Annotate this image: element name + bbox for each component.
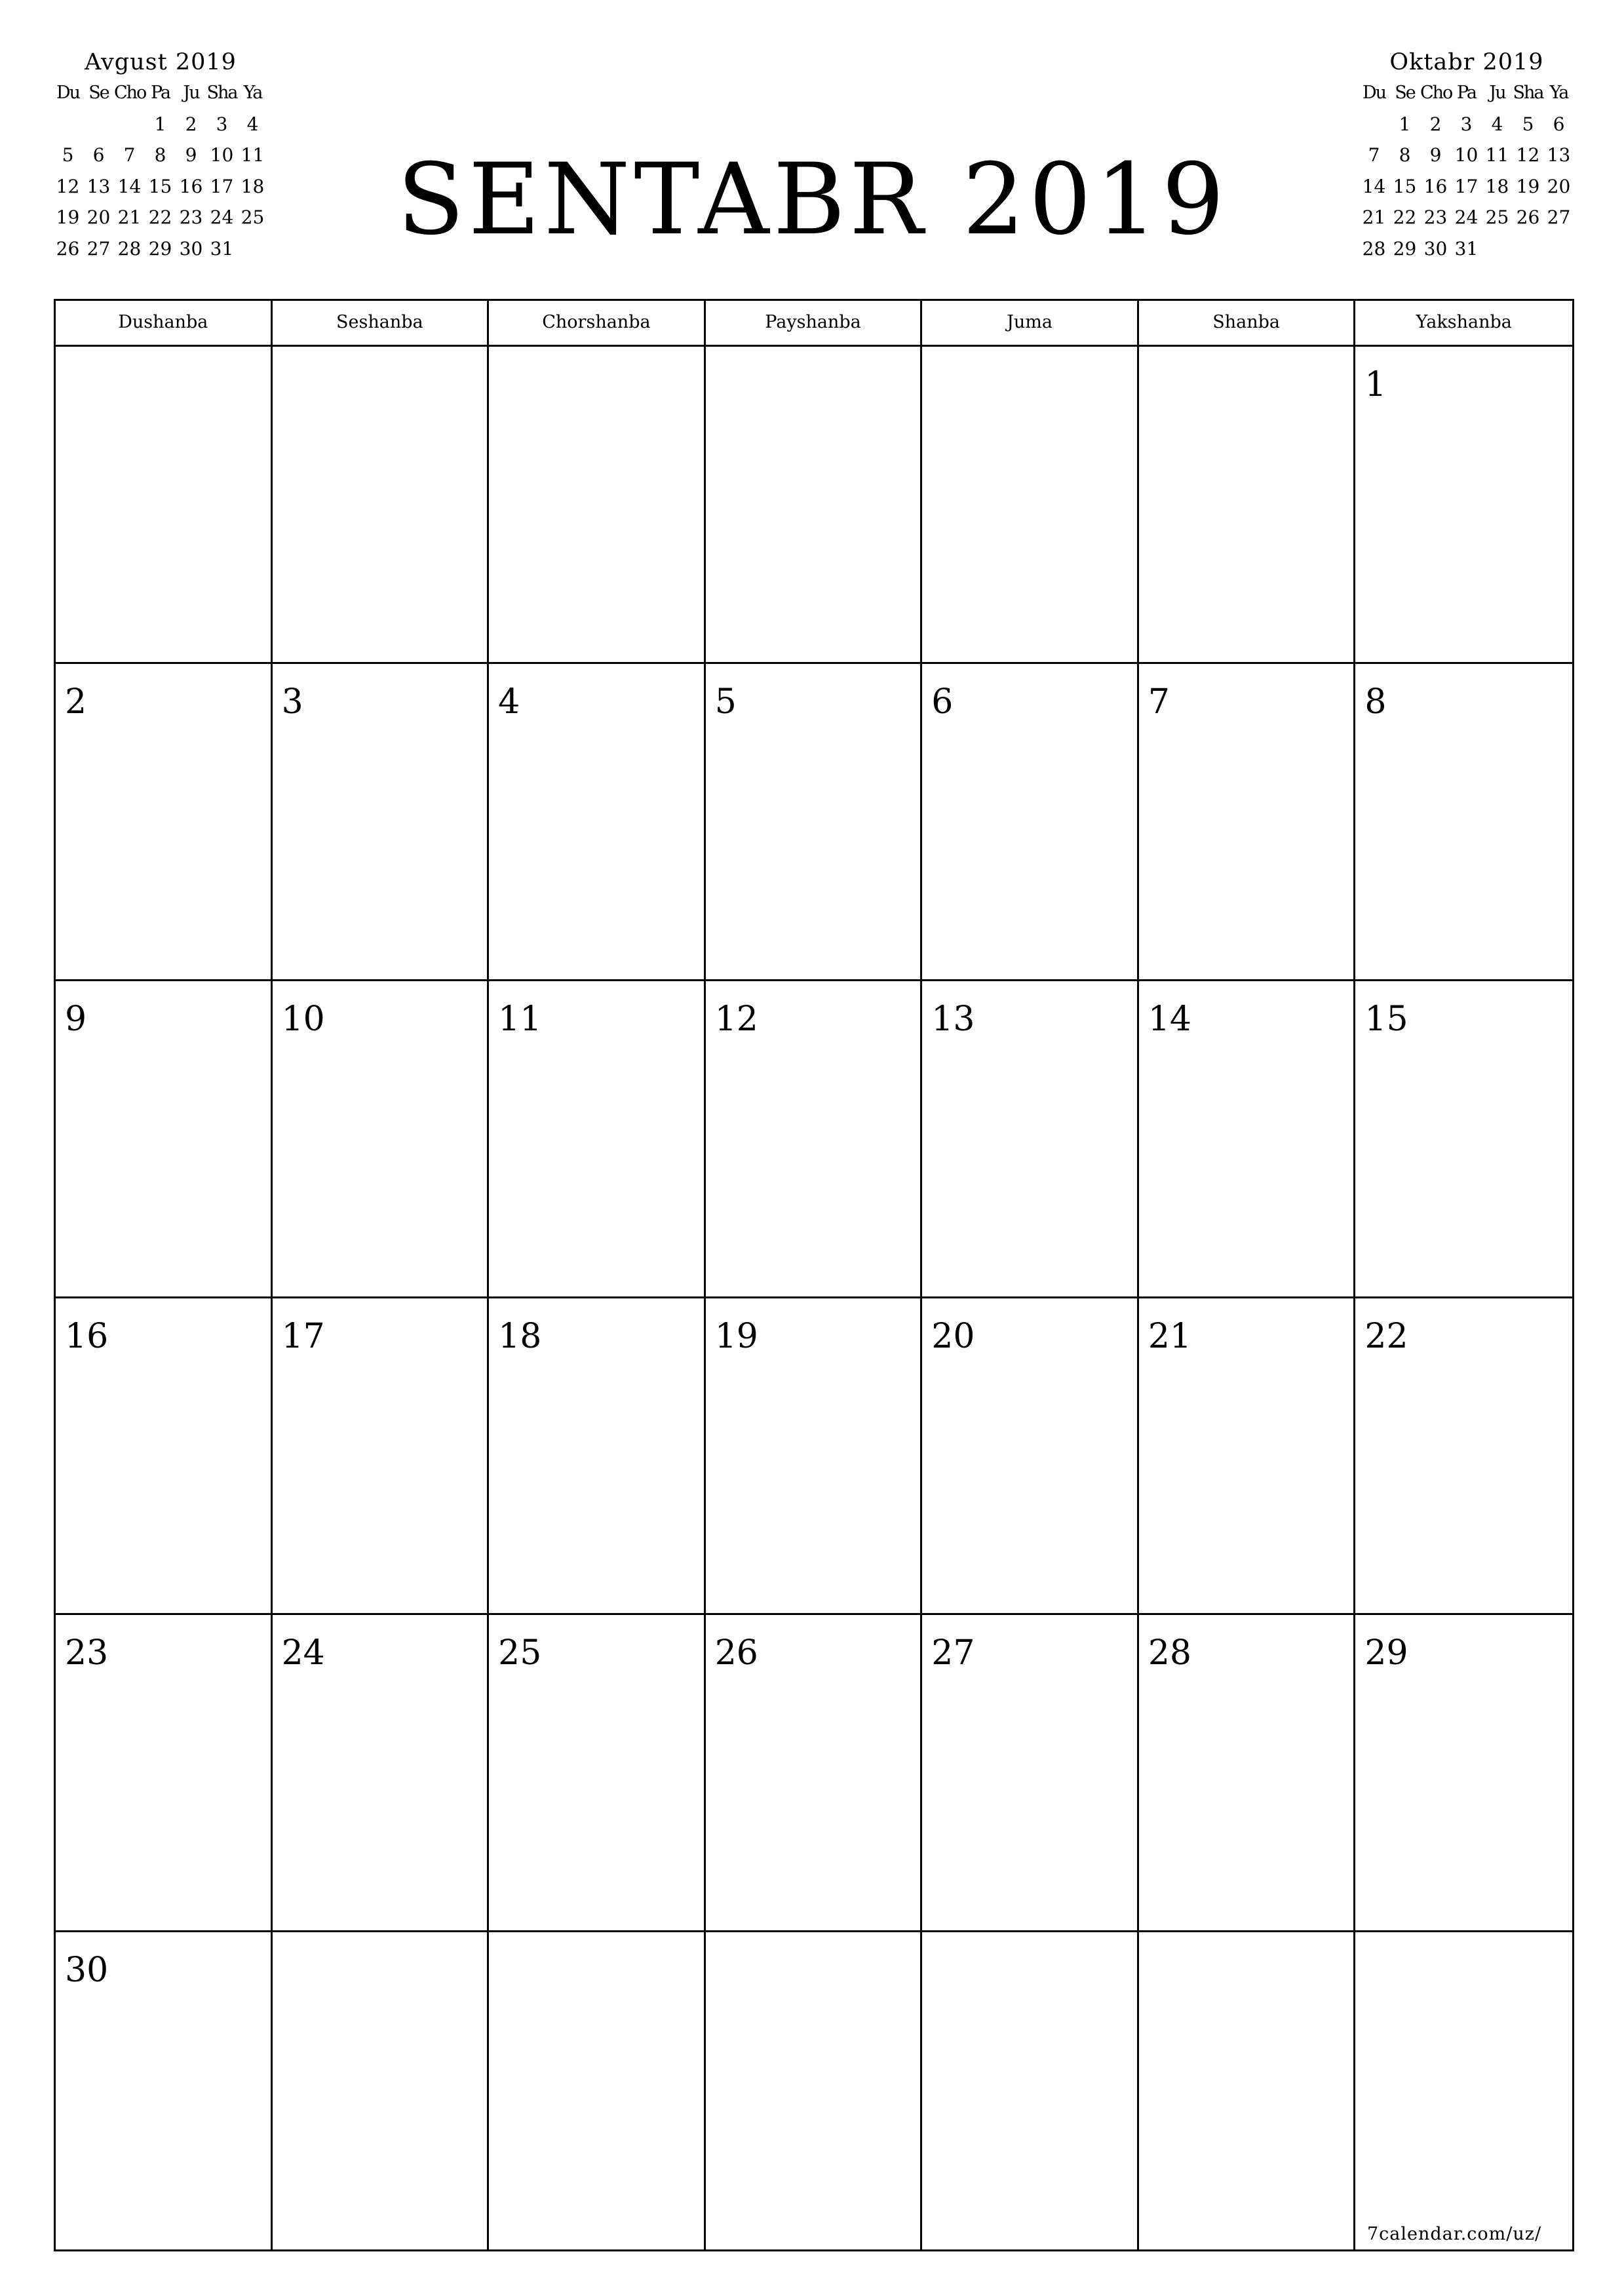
mini-day: 6: [92, 144, 105, 166]
day-number: 12: [714, 999, 758, 1039]
mini-weekday-label: Se: [1395, 83, 1415, 103]
mini-day: 18: [241, 175, 265, 197]
day-cell: [489, 1615, 706, 1932]
day-cell: [1355, 347, 1572, 664]
mini-day: 15: [1393, 175, 1417, 197]
mini-day: 30: [179, 237, 203, 260]
mini-day: 3: [216, 113, 228, 135]
mini-day: [1543, 233, 1574, 265]
day-number: 30: [65, 1951, 109, 1991]
mini-day: 9: [1429, 144, 1442, 166]
day-cell: [273, 664, 490, 981]
day-cell: [1139, 1615, 1356, 1932]
mini-day: 22: [1393, 206, 1417, 228]
day-cell: [706, 664, 923, 981]
mini-day: 23: [1423, 206, 1448, 228]
day-cell: [706, 1615, 923, 1932]
mini-day: 11: [1485, 144, 1509, 166]
day-number: 16: [65, 1316, 109, 1356]
mini-day: 26: [56, 237, 80, 260]
day-cell: [56, 1932, 273, 2249]
day-number: 13: [931, 999, 975, 1039]
day-number: 23: [65, 1633, 109, 1673]
day-cell: [1139, 1298, 1356, 1616]
mini-day: 27: [1547, 206, 1571, 228]
day-number: 20: [931, 1316, 975, 1356]
day-cell: [922, 664, 1139, 981]
weekday-header: Dushanba: [56, 301, 273, 345]
mini-day: [52, 109, 83, 140]
day-number: 15: [1364, 999, 1408, 1039]
mini-weekday-label: Sha: [1513, 83, 1543, 103]
weekday-header: Shanba: [1139, 301, 1356, 345]
mini-weekday-label: Pa: [150, 83, 170, 103]
day-cell: [1139, 1932, 1356, 2249]
day-cell: [1355, 1298, 1572, 1616]
mini-day: 23: [179, 206, 203, 228]
mini-day: 2: [1429, 113, 1442, 135]
day-number: 6: [931, 682, 954, 722]
weekday-header-row: [56, 301, 1572, 347]
day-number: 22: [1364, 1316, 1408, 1356]
mini-day: 28: [117, 237, 142, 260]
mini-day: 16: [179, 175, 203, 197]
mini-day: 14: [117, 175, 142, 197]
day-cell: [489, 664, 706, 981]
day-number: 3: [281, 682, 303, 722]
mini-weekday-label: Du: [1362, 83, 1386, 103]
page-title: SENTABR 2019: [396, 143, 1229, 257]
day-cell: [706, 1932, 923, 2249]
day-cell: [706, 1298, 923, 1616]
mini-day: 31: [210, 237, 234, 260]
mini-day: 20: [1547, 175, 1571, 197]
mini-day: 4: [246, 113, 259, 135]
day-cell: [56, 1615, 273, 1932]
day-cell: [922, 1932, 1139, 2249]
mini-day: 2: [185, 113, 197, 135]
mini-weekday-label: Ju: [1489, 83, 1505, 103]
next-month-mini-calendar: [1359, 47, 1575, 264]
mini-day: 3: [1460, 113, 1473, 135]
mini-day: 19: [56, 206, 80, 228]
day-cell: [489, 1298, 706, 1616]
day-cell: [922, 1298, 1139, 1616]
mini-day: 29: [1393, 237, 1417, 260]
day-number: 7: [1148, 682, 1170, 722]
day-cell: [489, 347, 706, 664]
mini-day: 7: [1368, 144, 1380, 166]
mini-day: 24: [1454, 206, 1479, 228]
day-number: 14: [1148, 999, 1192, 1039]
mini-day: 15: [148, 175, 172, 197]
mini-day: 13: [1547, 144, 1571, 166]
mini-day: 21: [117, 206, 142, 228]
day-cell: [1139, 347, 1356, 664]
weekday-header: Payshanba: [706, 301, 923, 345]
mini-day: 1: [154, 113, 166, 135]
day-number: 10: [281, 999, 325, 1039]
mini-day: 5: [1522, 113, 1534, 135]
mini-weekday-label: Du: [56, 83, 80, 103]
mini-day: 9: [185, 144, 197, 166]
mini-weekday-label: Sha: [206, 83, 237, 103]
mini-day: 7: [123, 144, 136, 166]
day-cell: [1355, 981, 1572, 1298]
mini-day: 8: [1399, 144, 1411, 166]
mini-day: 20: [87, 206, 111, 228]
mini-day: 12: [1516, 144, 1540, 166]
day-number: 24: [281, 1633, 325, 1673]
mini-day: 26: [1516, 206, 1540, 228]
day-number: 28: [1148, 1633, 1192, 1673]
mini-day: 27: [87, 237, 111, 260]
day-cell: [56, 981, 273, 1298]
day-cell: [1355, 1932, 1572, 2249]
day-number: 8: [1364, 682, 1387, 722]
prev-month-grid: [52, 77, 269, 264]
mini-day: 18: [1485, 175, 1509, 197]
day-number: 17: [281, 1316, 325, 1356]
day-cell: [273, 981, 490, 1298]
day-number: 5: [714, 682, 737, 722]
mini-day: 10: [210, 144, 234, 166]
day-cell: [922, 1615, 1139, 1932]
mini-day: [114, 109, 145, 140]
day-cell: [1139, 981, 1356, 1298]
mini-day: 1: [1399, 113, 1411, 135]
day-cell: [56, 664, 273, 981]
weekday-header: Yakshanba: [1416, 312, 1512, 332]
day-number: 19: [714, 1316, 758, 1356]
mini-day: [1359, 109, 1389, 140]
mini-weekday-label: Ju: [183, 83, 199, 103]
day-cell: [273, 347, 490, 664]
day-number: 9: [65, 999, 87, 1039]
mini-day: 22: [148, 206, 172, 228]
mini-day: 6: [1553, 113, 1565, 135]
prev-month-mini-calendar: [52, 47, 269, 264]
day-cell: [56, 1298, 273, 1616]
mini-day: 17: [1454, 175, 1479, 197]
day-cell: [706, 981, 923, 1298]
day-number: 4: [498, 682, 520, 722]
day-cell: [1355, 664, 1572, 981]
prev-month-title: Avgust 2019: [85, 49, 237, 75]
day-cell: [1139, 664, 1356, 981]
day-cell: [273, 1615, 490, 1932]
weekday-header: Seshanba: [273, 301, 490, 345]
day-number: 26: [714, 1633, 758, 1673]
mini-day: 31: [1454, 237, 1479, 260]
mini-day: 30: [1423, 237, 1448, 260]
day-cell: [273, 1932, 490, 2249]
mini-day: [1513, 233, 1543, 265]
day-cell: [922, 347, 1139, 664]
mini-weekday-label: Ya: [1549, 83, 1568, 103]
mini-weekday-label: Pa: [1456, 83, 1477, 103]
mini-weekday-label: Cho: [114, 83, 146, 103]
day-grid: [56, 347, 1572, 2249]
mini-day: [1482, 233, 1513, 265]
weekday-header: Juma: [922, 301, 1139, 345]
day-cell: [56, 347, 273, 664]
day-cell: [706, 347, 923, 664]
mini-day: 29: [148, 237, 172, 260]
mini-day: 28: [1362, 237, 1386, 260]
mini-day: 14: [1362, 175, 1386, 197]
day-number: 21: [1148, 1316, 1192, 1356]
mini-day: 13: [87, 175, 111, 197]
website-credit: 7calendar.com/uz/: [1367, 2224, 1542, 2244]
next-month-grid: [1359, 77, 1575, 264]
mini-day: [237, 233, 268, 265]
mini-day: 25: [1485, 206, 1509, 228]
mini-day: 4: [1491, 113, 1503, 135]
mini-weekday-label: Se: [88, 83, 109, 103]
mini-day: 17: [210, 175, 234, 197]
day-number: 1: [1364, 365, 1387, 404]
mini-day: 21: [1362, 206, 1386, 228]
mini-day: 12: [56, 175, 80, 197]
mini-day: 8: [154, 144, 166, 166]
day-cell: [273, 1298, 490, 1616]
mini-day: 10: [1454, 144, 1479, 166]
next-month-title: Oktabr 2019: [1389, 49, 1544, 75]
mini-day: 5: [62, 144, 74, 166]
weekday-header: Chorshanba: [489, 301, 706, 345]
day-number: 29: [1364, 1633, 1408, 1673]
mini-day: 19: [1516, 175, 1540, 197]
mini-day: 11: [241, 144, 265, 166]
mini-weekday-label: Cho: [1420, 83, 1452, 103]
mini-day: [83, 109, 114, 140]
month-calendar: [54, 299, 1574, 2251]
day-cell: [1355, 1615, 1572, 1932]
mini-day: 24: [210, 206, 234, 228]
day-number: 18: [498, 1316, 542, 1356]
mini-day: 16: [1423, 175, 1448, 197]
day-number: 25: [498, 1633, 542, 1673]
day-cell: [489, 981, 706, 1298]
day-cell: [489, 1932, 706, 2249]
day-number: 27: [931, 1633, 975, 1673]
day-number: 2: [65, 682, 87, 722]
day-number: 11: [498, 999, 542, 1039]
mini-day: 25: [241, 206, 265, 228]
day-cell: [922, 981, 1139, 1298]
mini-weekday-label: Ya: [243, 83, 262, 103]
